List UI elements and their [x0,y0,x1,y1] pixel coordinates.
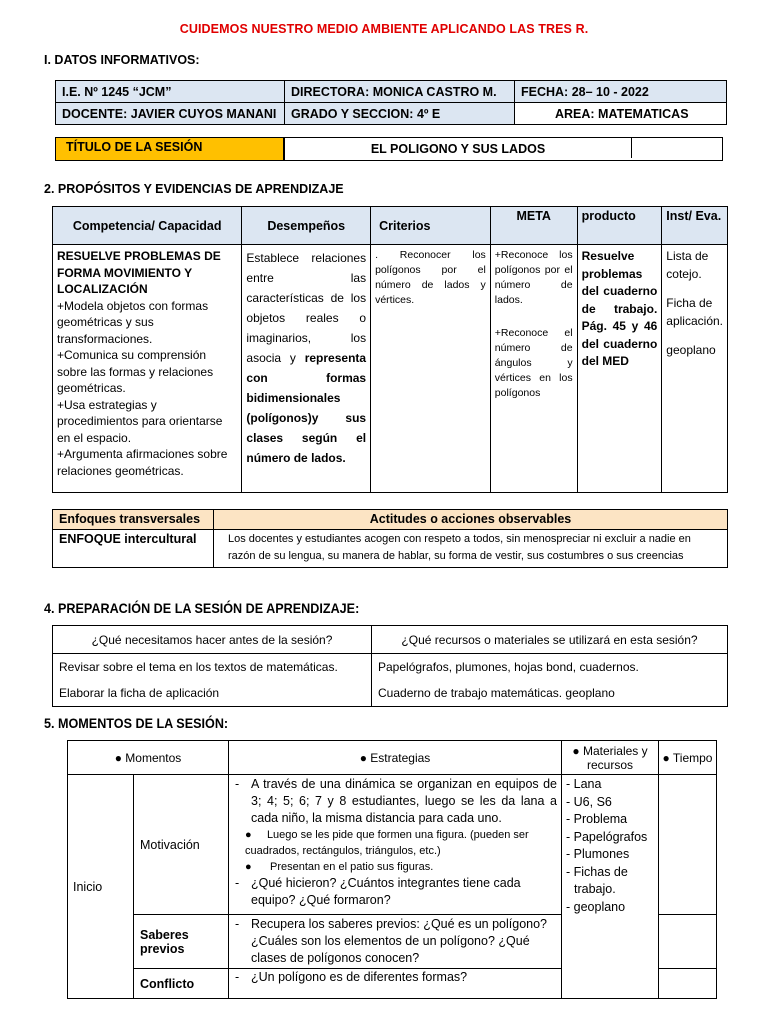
materiales-cell [562,775,659,999]
material-5: - Plumones [566,847,630,861]
capacidad-2: +Comunica su comprensión sobre las formas y relaciones geométricas. [57,348,214,395]
section-1-heading: I. DATOS INFORMATIVOS: [44,53,200,67]
info-directora: DIRECTORA: MONICA CASTRO M. [285,81,515,103]
estrategia-mot-4: - ¿Qué hicieron? ¿Cuántos integrantes tiene cada equipo? ¿Qué formaron? [235,876,521,907]
prep-answer-1: Revisar sobre el tema en los textos de matemáticas. [53,654,372,681]
session-title-label-box [55,137,284,161]
section-5-heading: 5. MOMENTOS DE LA SESIÓN: [44,715,229,731]
material-4: - Papelógrafos [566,829,648,844]
estrategia-conflicto: - ¿Un polígono es de diferentes formas? [229,969,562,999]
material-3: - Problema [566,812,628,826]
capacidad-1: +Modela objetos con formas geométricas y sus transformaciones. [57,298,209,346]
estrategia-mot-3: ● Presentan en el patio sus figuras. [245,861,434,873]
info-ie: I.E. Nº 1245 “JCM” [56,81,285,103]
info-table [55,80,727,125]
header-producto: producto [577,207,662,245]
header-tiempo: ● Tiempo [659,741,717,775]
prep-question-1: ¿Qué necesitamos hacer antes de la sesión? [53,626,372,654]
capacidad-4: +Argumenta afirmaciones sobre relaciones geométricas. [57,447,228,478]
enfoques-table [52,509,728,568]
tiempo-motivacion [659,775,717,915]
prep-answer-3: Elaborar la ficha de aplicación [53,680,372,707]
purposes-table [52,206,728,493]
inst-2: Ficha de aplicación. [666,296,723,328]
header-competencia: Competencia/ Capacidad [53,207,242,245]
info-area: AREA: MATEMATICAS [515,103,727,125]
document-title: CUIDEMOS NUESTRO MEDIO AMBIENTE APLICANDO LAS TRES R. [179,22,589,36]
material-7: - geoplano [566,899,626,914]
desempeno-text-a: Establece relaciones entre las características de los objetos reales o imaginarios, los asocia y [246,251,367,365]
competencia-cell [53,245,242,493]
header-materiales: ● Materiales y recursos [562,741,659,775]
info-fecha: FECHA: 28– 10 - 2022 [515,81,727,103]
prep-question-2: ¿Qué recursos o materiales se utilizará en esta sesión? [372,626,728,654]
prep-answer-2: Papelógrafos, plumones, hojas bond, cuadernos. [372,654,728,681]
prep-table [52,625,728,707]
enfoques-header: Enfoques transversales [53,510,214,530]
producto-cell: Resuelve problemas del cuaderno de trabajo. Pág. 45 y 46 del cuaderno del MED [577,245,662,493]
header-inst: Inst/ Eva. [662,207,728,245]
moment-inicio: Inicio [68,775,134,999]
section-4-heading: 4. PREPARACIÓN DE LA SESIÓN DE APRENDIZAJE: [44,600,360,616]
header-desempenos: Desempeños [242,207,371,245]
desempeno-cell [242,245,371,493]
enfoque-value: ENFOQUE intercultural [53,530,214,568]
info-docente: DOCENTE: JAVIER CUYOS MANANI [56,103,285,125]
tiempo-saberes [659,915,717,969]
meta-1: +Reconoce los polígonos por el número de lados. [494,249,573,306]
criterio-cell: . Reconocer los polígonos por el número de lados y vértices. [371,245,491,493]
tiempo-conflicto [659,969,717,999]
header-estrategias: ● Estrategias [229,741,562,775]
header-meta: META [490,207,577,245]
meta-2: +Reconoce el número de ángulos y vértices en los polígonos [494,327,573,399]
estrategia-saberes: - Recupera los saberes previos: ¿Qué es un polígono? ¿Cuáles son los elementos de un polígono? ¿Qué clases de polígonos conocen? [229,915,562,969]
session-title-box [284,137,723,161]
meta-cell [490,245,577,493]
moment-motivacion: Motivación [134,775,229,915]
info-grado: GRADO Y SECCION: 4º E [285,103,515,125]
header-criterios: Criterios [371,207,491,245]
desempeno-text-b: representa con formas bidimensionales (polígonos)y sus clases según el número de lados. [246,351,367,465]
actitud-value: Los docentes y estudiantes acogen con respeto a todos, sin menospreciar ni excluir a nadie en razón de su lengua, su manera de hablar, su forma de vestir, sus costumbres o sus creencias [214,530,728,568]
session-title-label: TÍTULO DE LA SESIÓN [66,140,203,154]
prep-answer-4: Cuaderno de trabajo matemáticas. geoplano [372,680,728,707]
inst-1: Lista de cotejo. [666,249,709,281]
estrategia-mot-1: - A través de una dinámica se organizan en equipos de 3; 4; 5; 6; 7 y 8 estudiantes, luego se les da lana a cada niño, la misma distancia para cada uno. [235,777,557,825]
header-momentos: ● Momentos [68,741,229,775]
actitudes-header: Actitudes o acciones observables [214,510,728,530]
estrategia-motivacion [229,775,562,915]
inst-cell [662,245,728,493]
moment-conflicto: Conflicto [134,969,229,999]
momentos-table [67,740,717,999]
capacidad-3: +Usa estrategias y procedimientos para orientarse en el espacio. [57,397,223,445]
material-6: - Fichas de trabajo. [566,864,628,896]
inst-3: geoplano [666,343,716,357]
material-2: - U6, S6 [566,794,612,809]
estrategia-mot-2: ● Luego se les pide que formen una figura. (pueden ser cuadrados, rectángulos, triángulos, etc.) [245,829,529,857]
moment-saberes: Saberes previos [134,915,229,969]
competencia-title: RESUELVE PROBLEMAS DE FORMA MOVIMIENTO Y LOCALIZACIÓN [57,249,221,296]
session-title-value: EL POLIGONO Y SUS LADOS [285,138,632,158]
material-1: - Lana [566,777,602,791]
section-2-heading: 2. PROPÓSITOS Y EVIDENCIAS DE APRENDIZAJE [44,182,344,196]
